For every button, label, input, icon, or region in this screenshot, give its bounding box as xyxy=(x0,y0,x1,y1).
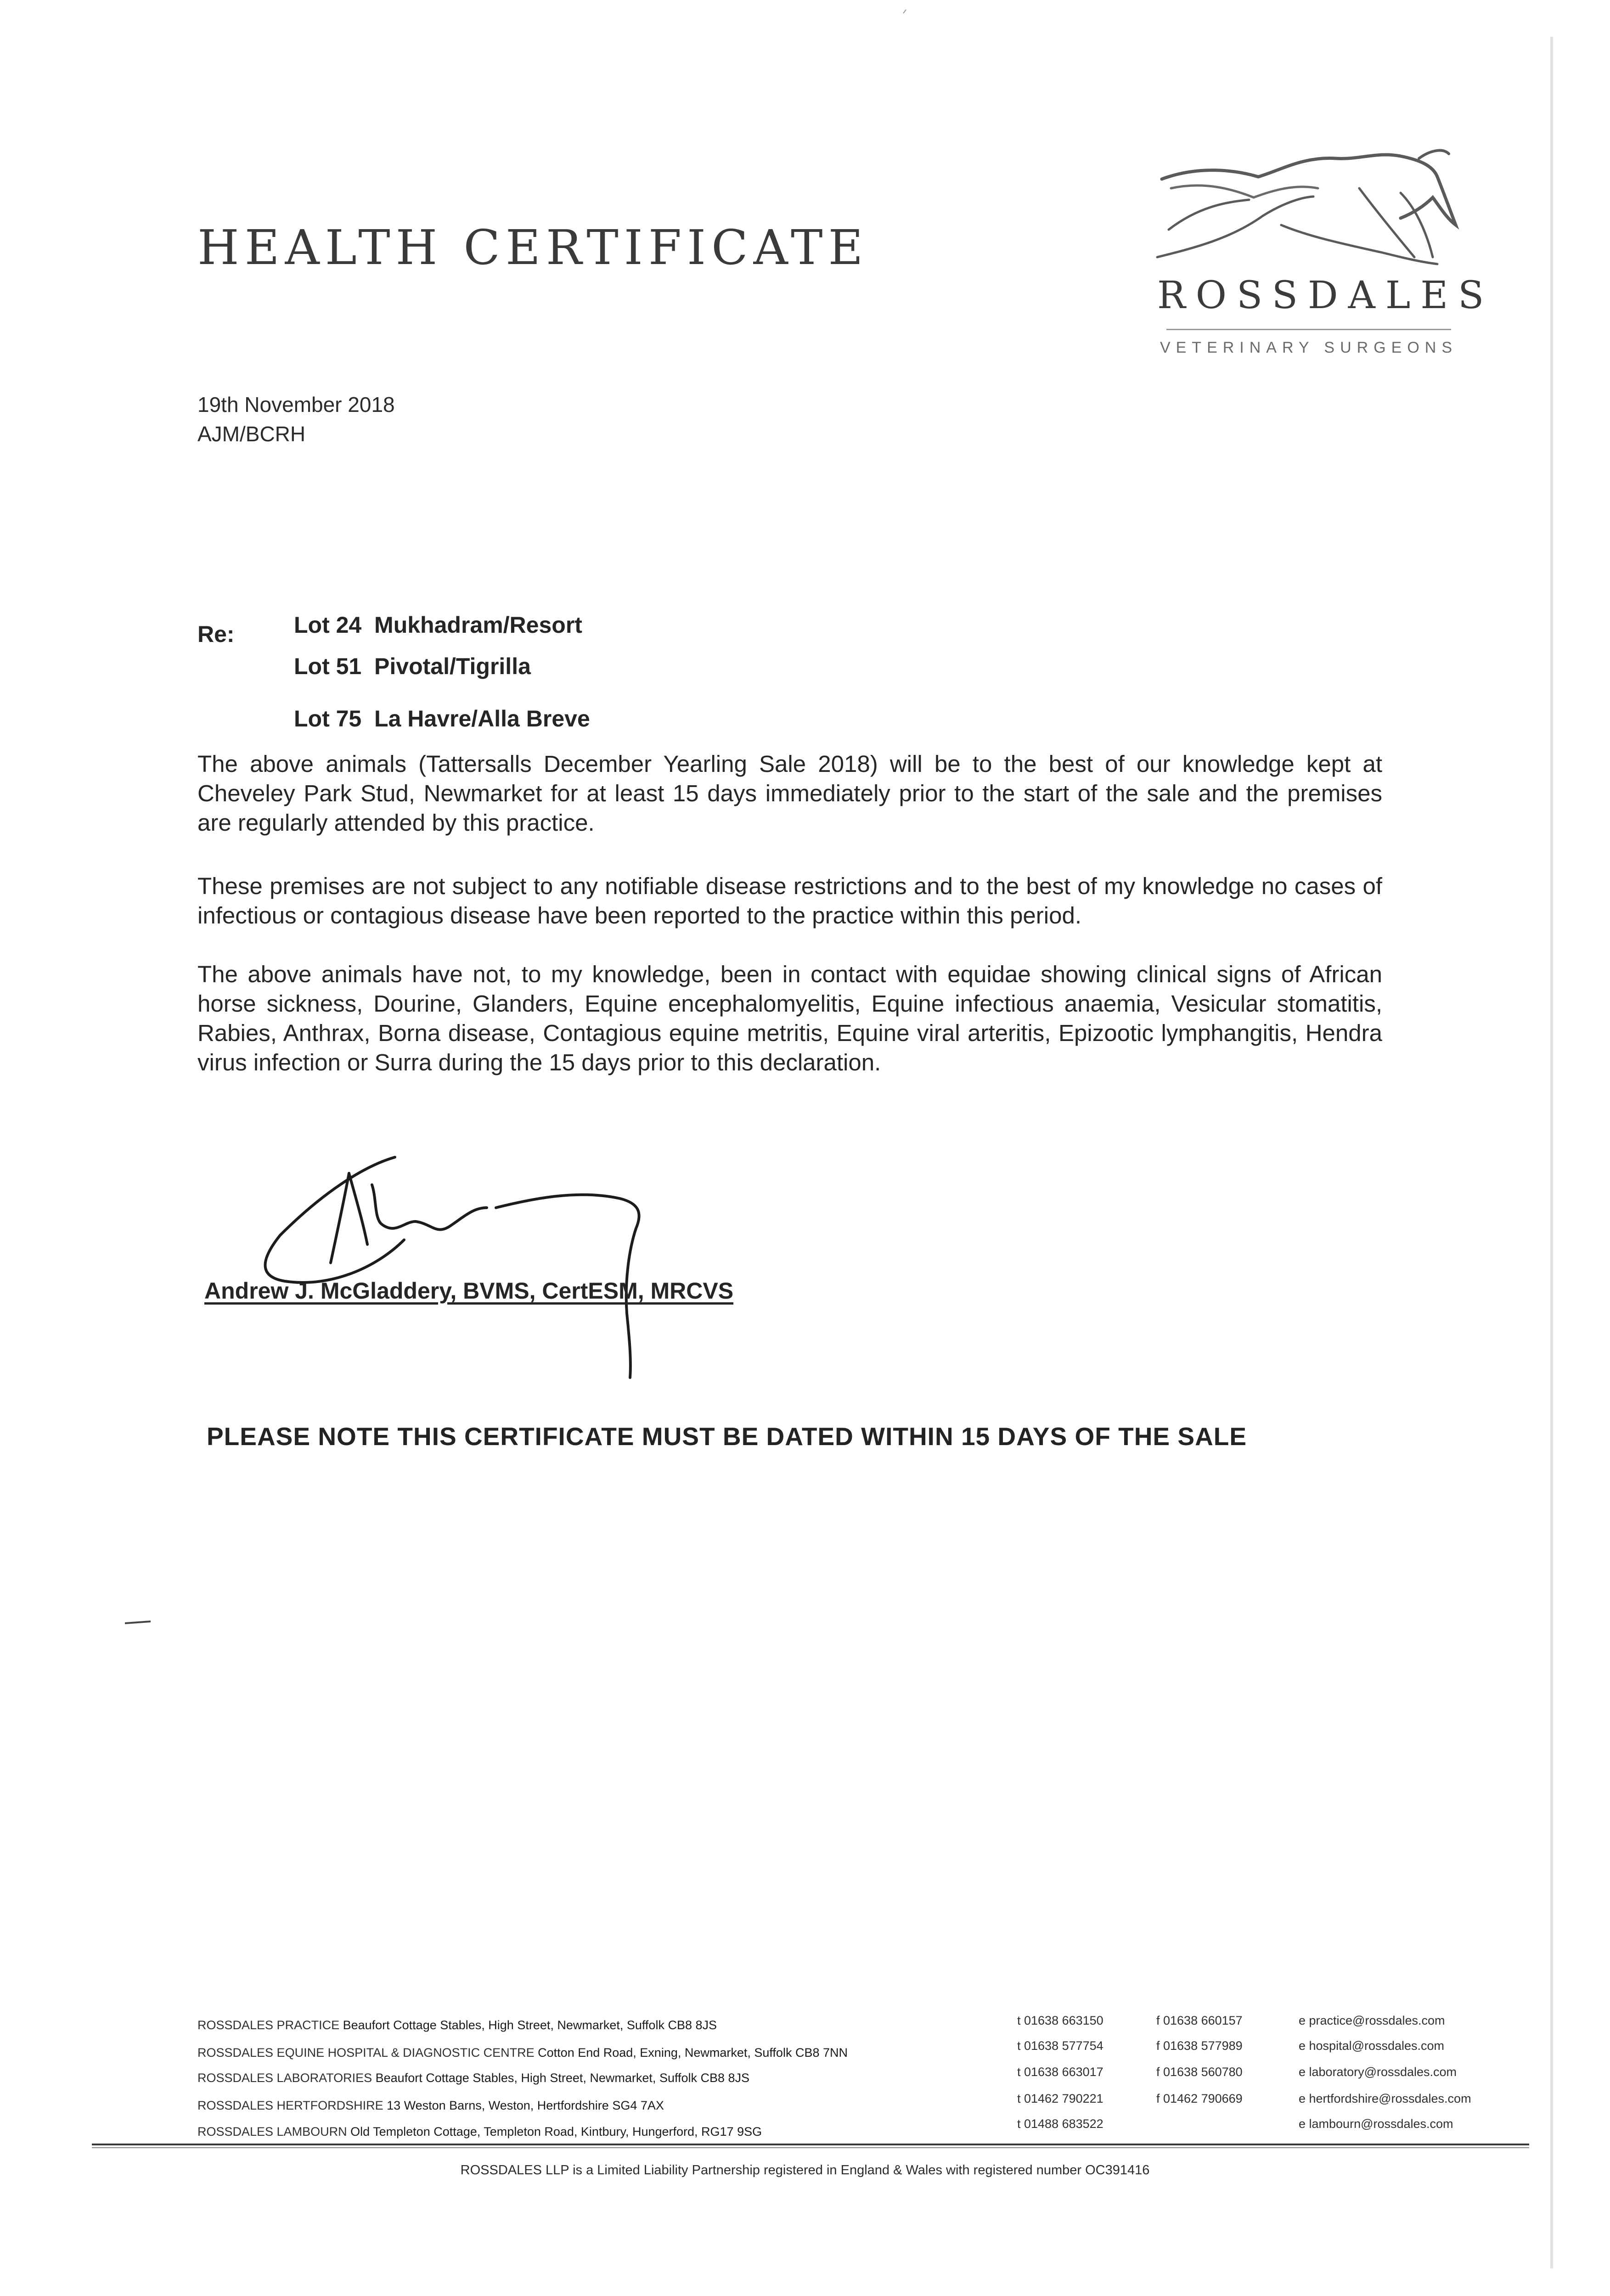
lot-number: Lot 75 xyxy=(294,706,362,732)
office-name: ROSSDALES LAMBOURN xyxy=(197,2125,347,2138)
lot-item xyxy=(294,612,582,638)
office-fax: f 01638 660157 xyxy=(1156,2014,1243,2027)
lot-number: Lot 51 xyxy=(294,653,362,679)
office-email: e lambourn@rossdales.com xyxy=(1299,2117,1453,2131)
office-address: Beaufort Cottage Stables, High Street, Newmarket, Suffolk CB8 8JS xyxy=(343,2018,717,2032)
office-address: Old Templeton Cottage, Templeton Road, Kintbury, Hungerford, RG17 9SG xyxy=(350,2125,762,2138)
office-name: ROSSDALES LABORATORIES xyxy=(197,2071,372,2085)
office-email: e laboratory@rossdales.com xyxy=(1299,2065,1457,2079)
legal-notice: ROSSDALES LLP is a Limited Liability Partnership registered in England & Wales with registered number OC391416 xyxy=(460,2163,1150,2178)
office-telephone: t 01638 577754 xyxy=(1017,2039,1103,2053)
office-line xyxy=(197,2071,749,2085)
office-telephone: t 01488 683522 xyxy=(1017,2117,1103,2131)
footer-divider xyxy=(92,2147,1529,2148)
office-telephone: t 01462 790221 xyxy=(1017,2092,1103,2105)
lot-item xyxy=(294,653,531,680)
office-name: ROSSDALES EQUINE HOSPITAL & DIAGNOSTIC CENTRE xyxy=(197,2046,535,2060)
re-label: Re: xyxy=(197,621,235,647)
scan-edge-shadow xyxy=(1550,37,1553,2268)
office-line xyxy=(197,2018,717,2032)
office-address: Beaufort Cottage Stables, High Street, Newmarket, Suffolk CB8 8JS xyxy=(375,2071,750,2085)
scan-mark xyxy=(124,1620,152,1625)
lot-name: La Havre/Alla Breve xyxy=(374,706,590,732)
office-fax: f 01638 577989 xyxy=(1156,2039,1243,2053)
letter-date: 19th November 2018 xyxy=(197,393,395,416)
office-telephone: t 01638 663017 xyxy=(1017,2065,1103,2079)
office-fax: f 01638 560780 xyxy=(1156,2065,1243,2079)
lot-name: Mukhadram/Resort xyxy=(374,612,582,638)
office-line xyxy=(197,2125,762,2139)
office-line xyxy=(197,2099,664,2113)
logo-divider xyxy=(1166,329,1451,330)
signer-name: Andrew J. McGladdery, BVMS, CertESM, MRCVS xyxy=(204,1278,734,1304)
footer-divider xyxy=(92,2144,1529,2145)
reference-code: AJM/BCRH xyxy=(197,422,306,446)
body-paragraph: The above animals have not, to my knowledge, been in contact with equidae showing clinical signs of African horse sickness, Dourine, Glanders, Equine encephalomyelitis, Equine infectious anaemia, Vesicular stomatitis, Rabies, Anthrax, Borna disease, Contagious equine metritis, Equine viral arteritis, Epizootic lymphangitis, Hendra virus infection or Surra during the 15 days prior to this declaration. xyxy=(197,961,1382,1075)
body-paragraph: These premises are not subject to any notifiable disease restrictions and to the best of my knowledge no cases of infectious or contagious disease have been reported to the practice within this period. xyxy=(197,873,1382,929)
office-address: Cotton End Road, Exning, Newmarket, Suffolk CB8 7NN xyxy=(538,2046,848,2060)
office-name: ROSSDALES PRACTICE xyxy=(197,2018,340,2032)
body-paragraph: The above animals (Tattersalls December Yearling Sale 2018) will be to the best of our knowledge kept at Cheveley Park Stud, Newmarket for at least 15 days immediately prior to the start of the sale and the premises are regularly attended by this practice. xyxy=(197,751,1382,836)
lot-item xyxy=(294,705,590,732)
document-title: HEALTH CERTIFICATE xyxy=(197,219,869,276)
office-line xyxy=(197,2046,848,2060)
dating-note: PLEASE NOTE THIS CERTIFICATE MUST BE DATED WITHIN 15 DAYS OF THE SALE xyxy=(207,1422,1247,1451)
office-email: e hospital@rossdales.com xyxy=(1299,2039,1445,2053)
lot-number: Lot 24 xyxy=(294,612,362,638)
logo-wordmark: ROSSDALES xyxy=(1157,274,1494,317)
office-address: 13 Weston Barns, Weston, Hertfordshire SG4 7AX xyxy=(387,2099,664,2112)
office-email: e hertfordshire@rossdales.com xyxy=(1299,2092,1471,2105)
logo-tagline: VETERINARY SURGEONS xyxy=(1160,339,1458,356)
scan-mark xyxy=(902,9,907,14)
office-telephone: t 01638 663150 xyxy=(1017,2014,1103,2027)
office-email: e practice@rossdales.com xyxy=(1299,2014,1445,2027)
lot-name: Pivotal/Tigrilla xyxy=(374,653,531,679)
handwritten-signature xyxy=(257,1130,716,1387)
office-name: ROSSDALES HERTFORDSHIRE xyxy=(197,2099,383,2112)
office-fax: f 01462 790669 xyxy=(1156,2092,1243,2105)
